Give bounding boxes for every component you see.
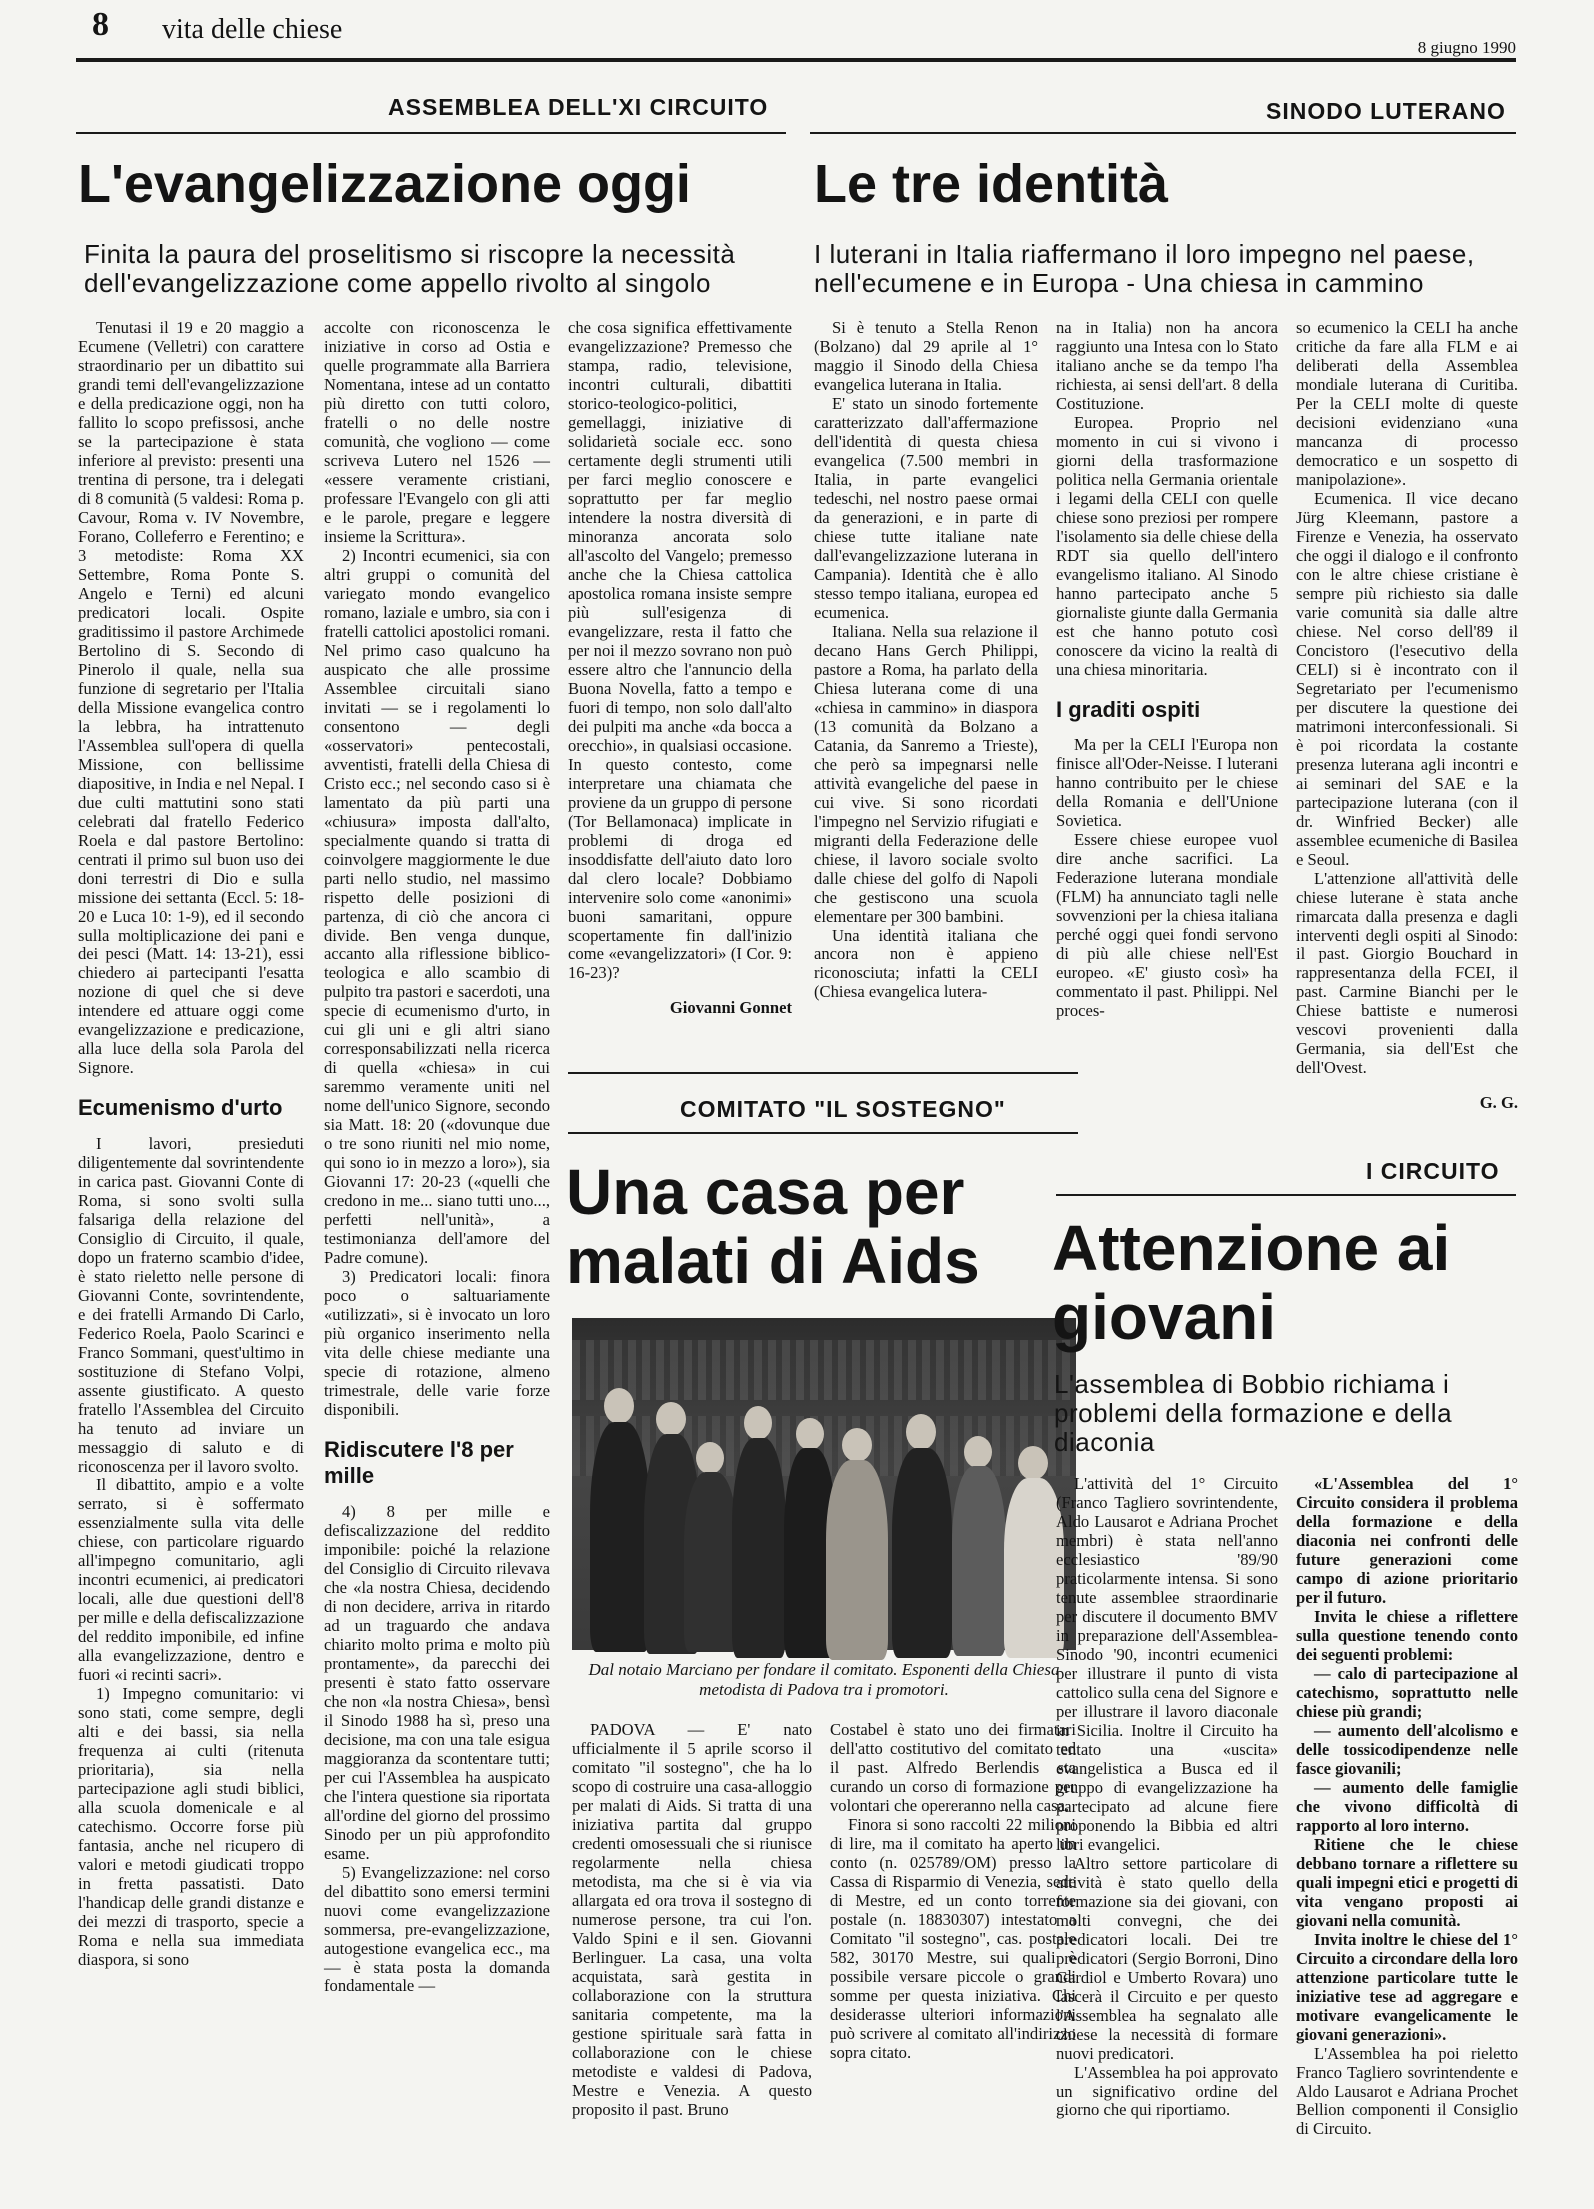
article1-paragraph: Il dibattito, ampio e a volte serrato, si è soffermato essenzialmente sulla vita delle chiese, con particolare riguardo all'impegno comunitario, agli incontri ecumenici, ai predicatori locali, alle due questioni dell'8 per mille e della defiscalizzazione del reddito imponibile, ed infine alla evangelizzazione, dentro e fuori «i recinti sacri». [78, 1475, 304, 1685]
article4-paragraph: Invita inoltre le chiese del 1° Circuito a circondare della loro attenzione particolare tutte le iniziative tese ad aggregare e motivare evangelicamente le giovani generazioni». [1296, 1929, 1518, 2044]
article4-kicker: I CIRCUITO [1366, 1158, 1500, 1184]
article2-paragraph: Ma per la CELI l'Europa non finisce all'Oder-Neisse. I luterani hanno contribuito per le chiese della Romania e dell'Unione Sovietica. [1056, 735, 1278, 831]
article4-paragraph: Altro settore particolare di attività è stato quello della formazione sia dei giovani, con molti convegni, che dei predicatori locali. Dei tre predicatori (Sergio Borroni, Dino Gardiol e Umberto Rovara) uno lascerà il Circuito e per questo l'Assemblea ha segnalato alle chiese la necessità di formare nuovi predicatori. [1056, 1853, 1278, 2063]
article4-paragraph: L'Assemblea ha poi rieletto Franco Tagliero sovrintendente e Aldo Lausarot e Adriana Prochet Bellion componenti il Consiglio di Circuito. [1296, 2043, 1518, 2139]
masthead-rule [76, 58, 1516, 62]
article4-paragraph: — aumento delle famiglie che vivono difficoltà di rapporto al loro interno. [1296, 1777, 1518, 1835]
article1-paragraph: Tenutasi il 19 e 20 maggio a Ecumene (Velletri) con carattere straordinario per un dibattito sui grandi temi dell'evangelizzazione e della predicazione oggi, non ha fallito lo scopo prefissosi, anche se la partecipazione è stata inferiore al previsto: presenti una trentina di persone, tra i delegati di 8 comunità (5 valdesi: Roma p. Cavour, Roma v. IV Novembre, Forano, Colleferro e Ferentino; e 3 metodiste: Roma XX Settembre, Roma Ponte S. Angelo e Terni) ed alcuni predicatori locali. Ospite graditissimo il pastore Archimede Bertolino di S. Secondo di Pinerolo il quale, nella sua funzione di segretario per l'Italia della Missione evangelica contro la lebbra, ha intrattenuto l'Assemblea sull'opera di quella Missione, con bellissime diapositive, in India e nel Nepal. I due culti mattutini sono stati celebrati dal fratello Federico Roela e dal pastore Bertolino: centrati il primo sul buon uso dei doni terrestri di Dio e sulla missione dei settanta (Eccl. 5: 18-20 e Luca 10: 1-9), ed il secondo sulla moltiplicazione dei pani e dei pesci (Matt. 14: 13-21), essi chiedero ai partecipanti l'esatta nozione di quel che si deve intendere ed attuare oggi come evangelizzazione e predicazione, alla luce della sola Parola del Signore. [78, 318, 304, 1078]
article3-paragraph: PADOVA — E' nato ufficialmente il 5 aprile scorso il comitato "il sostegno", che ha lo scopo di costruire una casa-alloggio per malati di Aids. Si tratta di una iniziativa partita dal gruppo credenti omosessuali che si riunisce regolarmente nella chiesa metodista, ma che si è via via allargata ed ora trova il sostegno di numerose persone, tra cui l'on. Valdo Spini e il sen. Giovanni Berlinguer. La casa, una volta acquistata, sarà gestita in collaborazione con la struttura sanitaria competente, ma la gestione spirituale sarà fatta in collaborazione con le chiese metodiste e valdesi di Padova, Mestre e Venezia. A questo proposito il past. Bruno [572, 1720, 812, 2119]
article1-paragraph: 3) Predicatori locali: finora poco o saltuariamente «utilizzati», si è invocato un loro più organico inserimento nella vita delle chiese mediante una specie di rotazione, almeno trimestrale, delle varie forze disponibili. [324, 1267, 550, 1420]
article3-kicker: COMITATO "IL SOSTEGNO" [680, 1096, 1006, 1122]
article2-paragraph: so ecumenico la CELI ha anche critiche da fare alla FLM e ai deliberati della Assemblea mondiale luterana di Curitiba. Per la CELI molte di queste decisioni evidenziano «una mancanza di processo democratico e un sospetto di manipolazione». [1296, 318, 1518, 489]
article1-kicker: ASSEMBLEA DELL'XI CIRCUITO [388, 94, 769, 120]
article4-paragraph: — aumento dell'alcolismo e delle tossicodipendenze nelle fasce giovanili; [1296, 1720, 1518, 1778]
article1-paragraph: accolte con riconoscenza le iniziative in corso ad Ostia e quelle programmate alla Barriera Nomentana, intese ad un contatto più diretto con tutti coloro, fratelli o no delle nostre comunità, che vogliono — come scriveva Lutero nel 1526 — «essere veramente cristiani, professare l'Evangelo con gli atti e le parole, pregare e leggere insieme la Scrittura». [324, 318, 550, 546]
article2-column-3 [1296, 318, 1518, 1113]
article2-subheading: I graditi ospiti [1056, 696, 1201, 722]
article2-paragraph: Italiana. Nella sua relazione il decano Hans Gerch Philippi, pastore a Roma, ha parlato della Chiesa luterana come di una «chiesa in cammino» in diaspora (13 comunità da Bolzano a Catania, da Sanremo a Trieste), che però sa impegnarsi nelle attività evangeliche del paese in cui vive. Si sono ricordati l'impegno nel Servizio rifugiati e migranti della Federazione delle chiese, il lavoro sociale svolto dalle chiese del golfo di Napoli che gestiscono una scuola elementare per 300 bambini. [814, 621, 1038, 926]
article3-headline: Una casa per malati di Aids [566, 1156, 980, 1298]
article2-paragraph: na in Italia) non ha ancora raggiunto una Intesa con lo Stato italiano anche se da tempo l'ha richiesta, ai sensi dell'art. 8 della Costituzione. [1056, 318, 1278, 413]
article2-headline: Le tre identità [814, 154, 1169, 214]
article3-paragraph: Costabel è stato uno dei firmatari dell'atto costitutivo del comitato ed il past. Alfredo Berlendis sta curando un corso di formazione per volontari che opereranno nella casa. [830, 1720, 1076, 1815]
article3-paragraph: Finora si sono raccolti 22 milioni di lire, ma il comitato ha aperto un conto (n. 025789/OM) presso la Cassa di Risparmio di Venezia, sede di Mestre, ed un conto torrente postale (n. 18830307) intestato a Comitato "il sostegno", cas. postale 582, 30170 Mestre, sui quali è possibile versare piccole o grandi somme per questa iniziativa. Chi desiderasse ulteriori informazioni può scrivere al comitato all'indirizzo sopra citato. [830, 1814, 1076, 2062]
article1-paragraph: 1) Impegno comunitario: vi sono stati, come sempre, degli alti e dei bassi, sia nella frequenza ai culti (ritenuta prioritaria), sia nella partecipazione agli studi biblici, alla scuola domenicale e al catechismo. Occorre forse più fantasia, anche nel ricupero di valori e metodi giudicati troppo in fretta passatisti. Dato l'handicap delle grandi distanze e dei mezzi di trasporto, specie a Roma e nella sua immediata diaspora, si sono [78, 1684, 304, 1970]
article2-deck: I luterani in Italia riaffermano il loro impegno nel paese, nell'ecumene e in Europa - Una chiesa in cammino [814, 239, 1475, 299]
article3-column-1 [572, 1720, 812, 2182]
article1-paragraph: 2) Incontri ecumenici, sia con altri gruppi o comunità del variegato mondo evangelico romano, laziale e umbro, sia con i fratelli cattolici apostolici romani. Nel primo caso qualcuno ha auspicato che alle prossime Assemblee circuitali siano invitati — se i regolamenti lo consentono — degli «osservatori» pentecostali, avventisti, fratelli della Chiesa di Cristo ecc.; nel secondo caso si è lamentato da più parti una «chiusura» imposta dall'alto, specialmente quando si tratta di coinvolgere maggiormente le due parti nello studio, nel massimo rispetto delle posizioni di partenza, di ciò che ancora ci divide. Ben venga dunque, accanto alla riflessione biblico-teologica e allo scambio di pulpito tra pastori e sacerdoti, una specie di ecumenismo d'urto, in cui gli uni e gli altri siano corresponsabilizzati nella ricerca di quella «chiesa» in cui saremmo veramente uniti nel nome dell'unico Signore, secondo sia Matt. 18: 20 («dovunque due o tre sono riuniti nel mio nome, qui sono io in mezzo a loro»), sia Giovanni 17: 20-23 («quelli che credono in me... siano tutti uno..., perfetti nell'unità», a testimonianza dell'amore del Padre comune). [324, 545, 550, 1268]
article4-paragraph: Ritiene che le chiese debbano tornare a riflettere su quali impegni etici e progetti di vita vengano proposti ai giovani nella comunità. [1296, 1834, 1518, 1930]
article3-column-2 [830, 1720, 1076, 2182]
article2-column-2 [1056, 318, 1278, 1108]
article2-signature: G. G. [1479, 1093, 1518, 1113]
article2-paragraph: L'attenzione all'attività delle chiese luterane è stata anche rimarcata dalla presenza e dagli interventi degli ospiti al Sinodo: il past. Giorgio Bouchard in rappresentanza della FCEI, il past. Carmine Bianchi per le Chiese battiste e numerosi vescovi provenienti dalla Germania, sia dell'Est che dell'Ovest. [1296, 868, 1518, 1078]
article4-paragraph: — calo di partecipazione al catechismo, soprattutto nelle chiese più grandi; [1296, 1663, 1518, 1721]
article1-subheading-1: Ecumenismo d'urto [78, 1095, 283, 1121]
article4-kicker-rule [1056, 1194, 1516, 1196]
article1-paragraph: 4) 8 per mille e defiscalizzazione del reddito imponibile: poiché la relazione del Consiglio di Circuito rilevava che «la nostra Chiesa, decidendo di non decidere, arriva in ritardo ad un traguardo che andava chiarito molto prima e molto più prontamente», da parecchi dei presenti è stato fatto osservare che non «la nostra Chiesa», bensì il Sinodo 1988 ha sì, preso una decisione, ma con una tale esigua maggioranza da scontentare tutti; per cui l'Assemblea ha auspicato che l'intera questione sia riportata all'ordine del giorno del prossimo Sinodo per un più approfondito esame. [324, 1501, 550, 1863]
article4-column-1 [1056, 1474, 1278, 2182]
article1-column-2 [324, 318, 550, 2178]
article1-kicker-rule [76, 132, 786, 134]
article4-headline: Attenzione ai giovani [1052, 1212, 1451, 1354]
article2-column-1 [814, 318, 1038, 1108]
article2-paragraph: E' stato un sinodo fortemente caratterizzato dall'affermazione dell'identità di questa chiesa evangelica (7.500 membri in Italia, in parte evangelici tedeschi, nel nostro paese ormai da generazioni, e in parte di chiese tutte italiane nate dall'evangelizzazione luterana in Campania). Identità che è allo stesso tempo italiana, europea ed ecumenica. [814, 393, 1038, 622]
article2-kicker: SINODO LUTERANO [1266, 98, 1506, 124]
article2-paragraph: Europea. Proprio nel momento in cui si vivono i giorni della trasformazione politica nella Germania orientale i legami della CELI con quelle chiese sono preziosi per rompere l'isolamento sia delle chiese della RDT sia quello dell'intero evangelismo italiano. Al Sinodo hanno partecipato anche 5 giornaliste giunte dalla Germania est che hanno potuto così conoscere da vicino la realtà di una chiesa minoritaria. [1056, 412, 1278, 679]
article4-deck: L'assemblea di Bobbio richiama i problemi della formazione e della diaconia [1054, 1369, 1453, 1458]
newspaper-title: vita delle chiese [162, 14, 343, 45]
article1-column-3 [568, 318, 792, 1058]
page-number: 8 [92, 6, 109, 43]
article2-paragraph: Si è tenuto a Stella Renon (Bolzano) dal 29 aprile al 1° maggio il Sinodo della Chiesa evangelica luterana in Italia. [814, 318, 1038, 394]
article1-column-1 [78, 318, 304, 2178]
article2-paragraph: Essere chiese europee vuol dire anche sacrifici. La Federazione luterana mondiale (FLM) ha annunciato tagli nelle sovvenzioni per la chiesa italiana perché oggi quei fondi servono di più alle chiese nell'Est europeo. «E' giusto così» ha commentato il past. Philippi. Nel proces- [1056, 830, 1278, 1020]
article2-paragraph: Ecumenica. Il vice decano Jürg Kleemann, pastore a Firenze e Venezia, ha osservato che oggi il dialogo e il confronto con le altre chiese cristiane è sempre più richiesto sia dalle varie comunità sia dalle altre chiese. Nel corso dell'89 il Concistoro (l'esecutivo della CELI) si è incontrato con il Segretariato per l'ecumenismo per discutere la questione dei matrimoni interconfessionali. Si è poi ricordata la costante presenza luterana agli incontri e ai seminari del SAE e la partecipazione luterana (con il dr. Winfried Becker) alle assemblee ecumeniche di Basilea e Seoul. [1296, 488, 1518, 869]
article4-paragraph: Invita le chiese a riflettere sulla questione tenendo conto dei seguenti problemi: [1296, 1606, 1518, 1664]
article1-paragraph: 5) Evangelizzazione: nel corso del dibattito sono emersi termini nuovi come evangelizzazione sommersa, pre-evangelizzazione, autogestione evangelica ecc., ma — è stata posta la domanda fondamentale — [324, 1862, 550, 1996]
article4-paragraph: L'attività del 1° Circuito (Franco Tagliero sovrintendente, Aldo Lausarot e Adriana Prochet membri) è stata nell'anno ecclesiastico '89/90 praticolarmente intensa. Si sono tenute assemblee straordinarie per discutere il documento BMV in preparazione dell'Assemblea-Sinodo '90, incontri ecumenici per illustrare il punto di vista cattolico sulla cena del Signore e per illustrare il lavoro diaconale in Sicilia. Inoltre il Circuito ha tentato una «uscita» evangelistica a Busca ed il gruppo di evangelizzazione ha partecipato ad alcune fiere proponendo la Bibbia ed altri libri evangelici. [1056, 1474, 1278, 1854]
article4-paragraph: L'Assemblea ha poi approvato un significativo ordine del giorno che qui riportiamo. [1056, 2062, 1278, 2120]
article2-kicker-rule [810, 132, 1516, 134]
article4-paragraph: «L'Assemblea del 1° Circuito considera il problema della formazione e della diaconia nei confronti delle future generazioni come campo di azione prioritario per il futuro. [1296, 1474, 1518, 1607]
article4-column-2 [1296, 1474, 1518, 2182]
article3-kicker-rule [568, 1132, 1078, 1134]
article1-subheading-2: Ridiscutere l'8 per mille [324, 1437, 514, 1489]
article1-headline: L'evangelizzazione oggi [78, 154, 691, 214]
article1-paragraph: I lavori, presieduti diligentemente dal sovrintendente in carica past. Giovanni Conte di Roma, si sono svolti sulla falsariga della relazione del Consiglio di Circuito, il quale, dopo un fraterno scambio d'idee, è stato rieletto nelle persone di Giovanni Conte, sovrintendente, e dei fratelli Armando Di Carlo, Federico Roela, Paolo Scarinci e Franco Sommani, quest'ultimo in sostituzione di Stefano Volpi, assente giustificato. A questo fratello l'Assemblea del Circuito ha tenuto ad inviare un messaggio di saluto e di riconoscenza per il lavoro svolto. [78, 1133, 304, 1476]
article3-caption: Dal notaio Marciano per fondare il comitato. Esponenti della Chiesa metodista di Padova tra i promotori. [588, 1660, 1060, 1700]
article1-paragraph: che cosa significa effettivamente evangelizzazione? Premesso che stampa, radio, televisione, incontri culturali, dibattiti storico-teologico-politici, gemellaggi, iniziative di solidarietà sociale ecc. sono certamente degli strumenti utili per farci meglio conoscere e soprattutto per far meglio intendere la nostra diversità di minoranza ancorata solo all'ascolto del Vangelo; premesso anche che la Chiesa cattolica apostolica romana insiste sempre più sull'esigenza di evangelizzare, resta il fatto che per noi il mezzo sovrano non può essere altro che l'annuncio della Buona Novella, fatto a tempo e fuori di tempo, non solo dall'alto dei pulpiti ma anche «da bocca a orecchio», in qualsiasi occasione. In questo contesto, come interpretare una chiamata che proviene da un gruppo di persone (Tor Bellamonaca) implicate in problemi di droga ed insoddisfatte dell'aiuto dato loro dal clero locale? Dobbiamo intervenire solo come «anonimi» buoni samaritani, oppure scopertamente fin dall'inizio come «evangelizzatori» (I Cor. 9: 16-23)? [568, 318, 792, 983]
issue-date: 8 giugno 1990 [1417, 38, 1516, 57]
article2-paragraph: Una identità italiana che ancora non è appieno riconosciuta; infatti la CELI (Chiesa evangelica lutera- [814, 925, 1038, 1002]
article1-deck: Finita la paura del proselitismo si riscopre la necessità dell'evangelizzazione come appello rivolto al singolo [84, 239, 736, 299]
article3-photo [572, 1318, 1076, 1650]
article1-signature: Giovanni Gonnet [669, 998, 792, 1018]
article3-top-rule [568, 1072, 1078, 1074]
